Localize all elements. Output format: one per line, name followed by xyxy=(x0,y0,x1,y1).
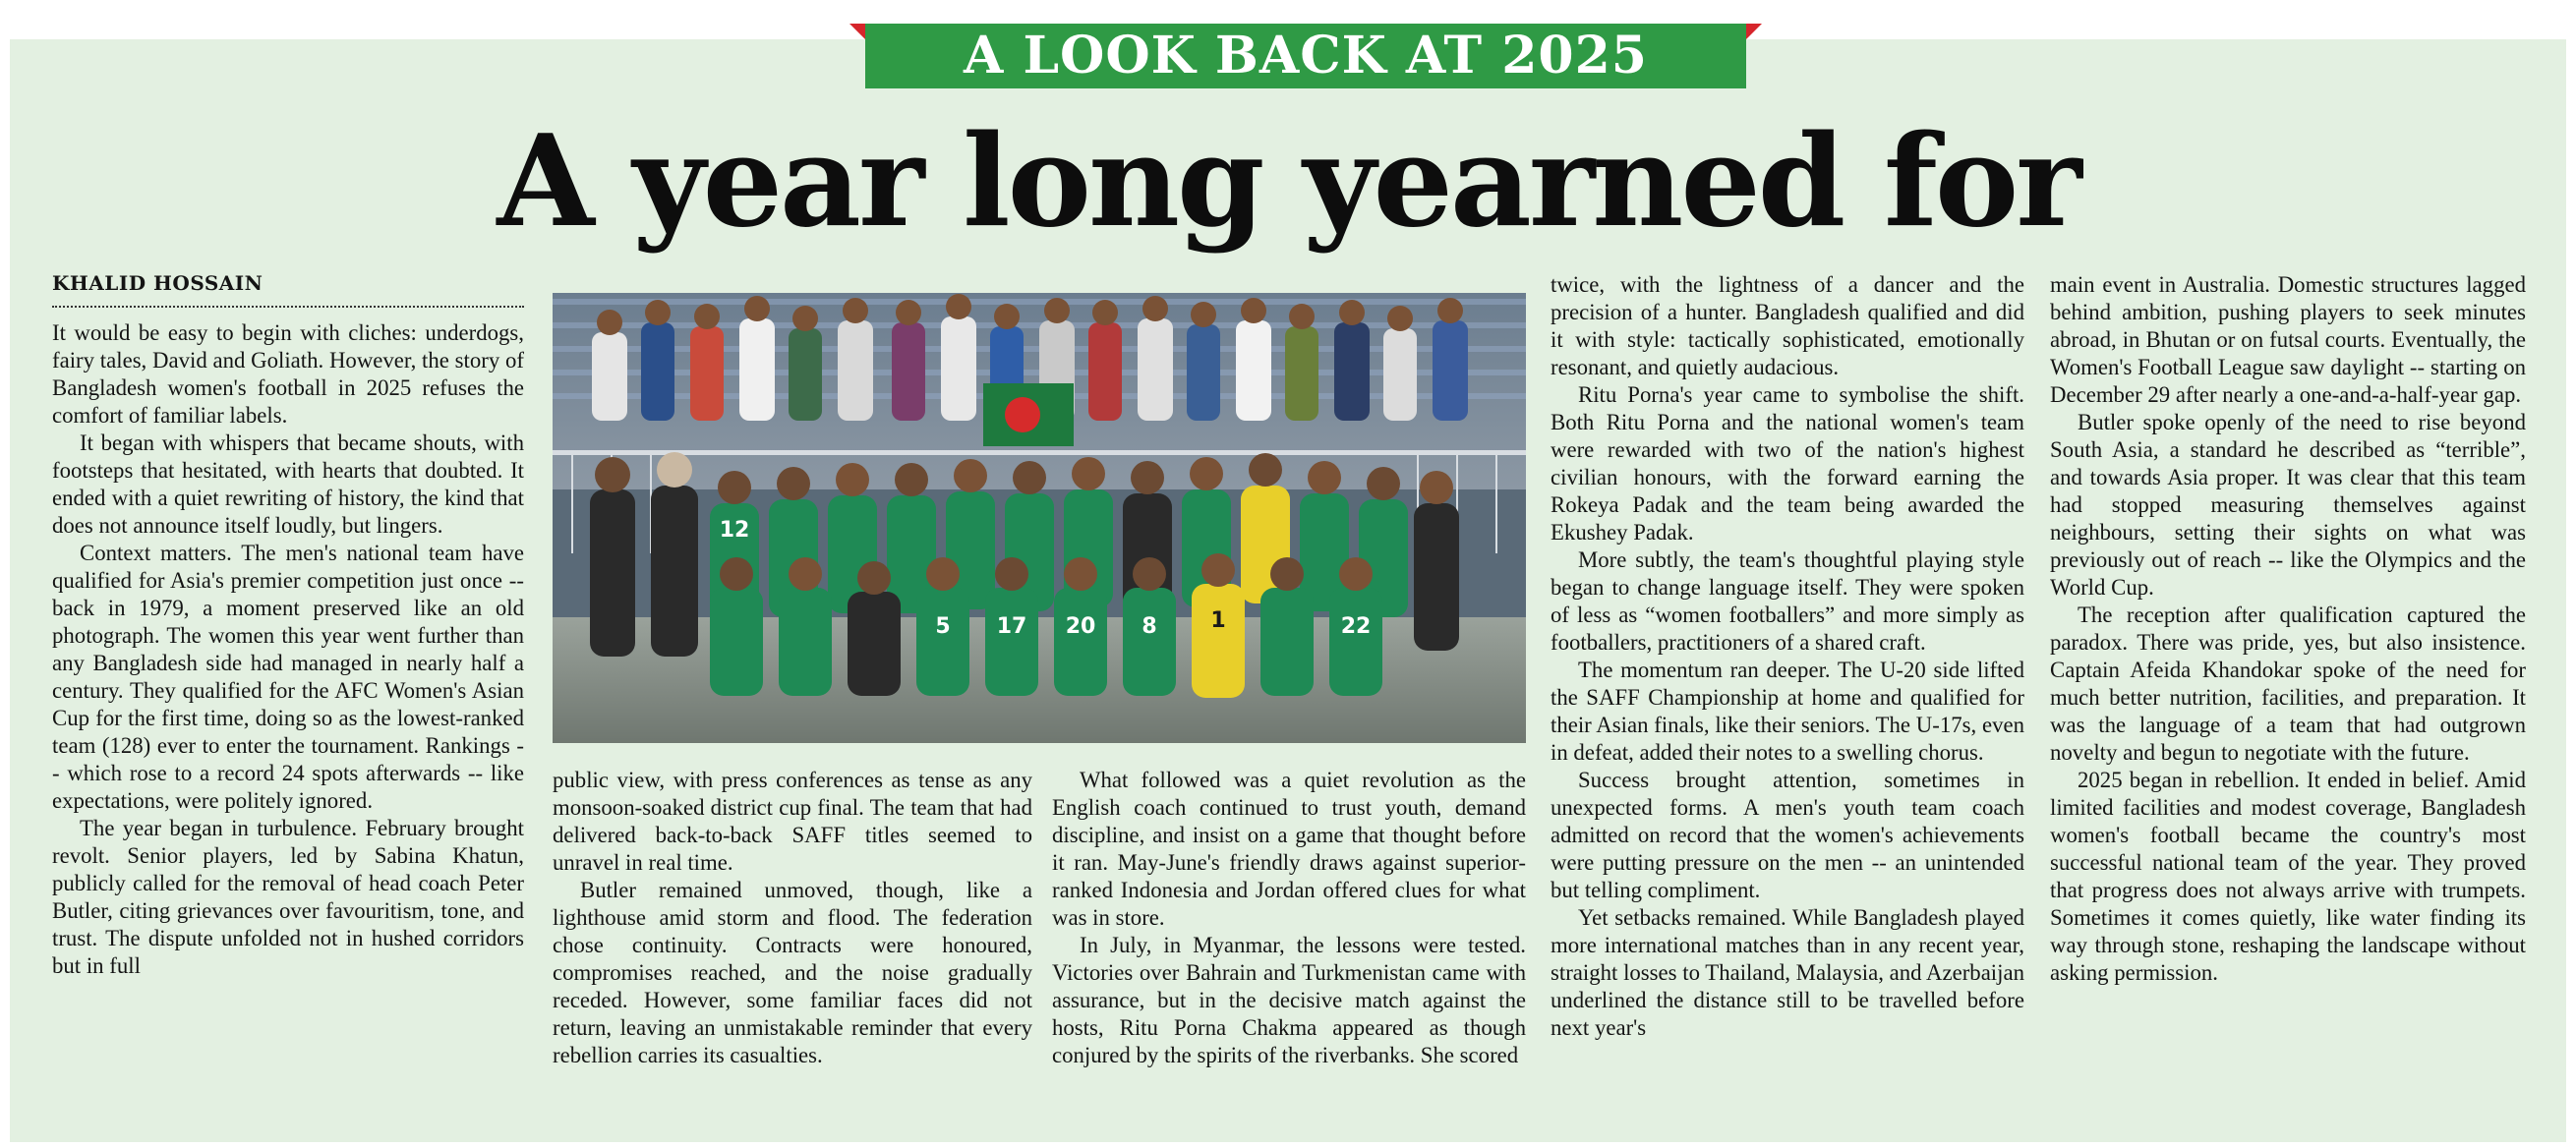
paragraph: More subtly, the team's thoughtful playing style began to change language itself. They were spoken of less as “women footballers” and more simply as footballers, practitioners of a shared craft. xyxy=(1551,547,2024,655)
article-column-2 xyxy=(553,767,1032,1069)
jersey-number: 5 xyxy=(935,614,951,639)
paragraph: What followed was a quiet revolution as the English coach continued to trust youth, demand discipline, and insist on a game that thought before it ran. May-June's friendly draws against superior-ranked Indonesia and Jordan offered clues for what was in store. xyxy=(1052,768,1526,930)
paragraph: Yet setbacks remained. While Bangladesh played more international matches than in any recent year, straight losses to Thailand, Malaysia, and Azerbaijan underlined the distance still to be travelled before next year's xyxy=(1551,905,2024,1040)
byline-divider xyxy=(52,306,524,308)
paragraph: Ritu Porna's year came to symbolise the shift. Both Ritu Porna and the national women's team were rewarded with two of the nation's highest civilian honours, with the forward earning the Rokeya Padak and the team being awarded the Ekushey Padak. xyxy=(1551,382,2024,545)
article-column-5 xyxy=(2050,271,2526,987)
paragraph: Butler remained unmoved, though, like a lighthouse amid storm and flood. The federation chose continuity. Contracts were honoured, compromises reached, and the noise gradually receded. However, some familiar faces did not return, leaving an unmistakable reminder that every rebellion carries its casualties. xyxy=(553,878,1032,1067)
paragraph: 2025 began in rebellion. It ended in belief. Amid limited facilities and modest coverage, Bangladesh women's football became the country's most successful national team of the year. They proved that progress does not always arrive with trumpets. Sometimes it comes quietly, like water finding its way through stone, reshaping the landscape without asking permission. xyxy=(2050,768,2526,985)
paragraph: The momentum ran deeper. The U-20 side lifted the SAFF Championship at home and qualified for their Asian finals, like their seniors. The U-17s, even in defeat, added their notes to a swelling chorus. xyxy=(1551,658,2024,765)
banner-label: A LOOK BACK AT 2025 xyxy=(865,24,1746,88)
article-column-4 xyxy=(1551,271,2024,1042)
jersey-number: 12 xyxy=(719,518,750,543)
paragraph: It would be easy to begin with cliches: underdogs, fairy tales, David and Goliath. However, the story of Bangladesh women's football in 2025 refuses the comfort of familiar labels. xyxy=(52,320,524,428)
paragraph: twice, with the lightness of a dancer and the precision of a hunter. Bangladesh qualified and did it with style: tactically sophisticated, emotionally resonant, and quietly audacious. xyxy=(1551,272,2024,379)
paragraph: public view, with press conferences as tense as any monsoon-soaked district cup final. The team that had delivered back-to-back SAFF titles seemed to unravel in real time. xyxy=(553,768,1032,875)
paragraph: In July, in Myanmar, the lessons were tested. Victories over Bahrain and Turkmenistan came with assurance, but in the decisive match against the hosts, Ritu Porna Chakma appeared as though conjured by the spirits of the riverbanks. She scored xyxy=(1052,933,1526,1067)
jersey-number: 20 xyxy=(1065,614,1096,639)
paragraph: Success brought attention, sometimes in unexpected forms. A men's youth team coach admitted on record that the women's achievements were putting pressure on the men -- an unintended but telling compliment. xyxy=(1551,768,2024,902)
jersey-number: 22 xyxy=(1340,614,1372,639)
paragraph: The year began in turbulence. February brought revolt. Senior players, led by Sabina Khatun, publicly called for the removal of head coach Peter Butler, citing grievances over favouritism, tone, and trust. The dispute unfolded not in hushed corridors but in full xyxy=(52,816,524,978)
headline: A year long yearned for xyxy=(497,108,2079,256)
banner-ribbon-right xyxy=(1746,24,1762,39)
team-photo xyxy=(553,293,1526,743)
section-banner xyxy=(865,24,1746,88)
paragraph: Context matters. The men's national team have qualified for Asia's premier competition just once -- back in 1979, a moment preserved like an old photograph. The women this year went further than any Bangladesh side had managed in nearly half a century. They qualified for the AFC Women's Asian Cup for the first time, doing so as the lowest-ranked team (128) ever to enter the tournament. Rankings -- which rose to a record 24 spots afterwards -- like expectations, were politely ignored. xyxy=(52,541,524,813)
banner-ribbon-left xyxy=(849,24,865,39)
article-column-3 xyxy=(1052,767,1526,1069)
jersey-number: 17 xyxy=(996,614,1027,639)
paragraph: The reception after qualification captured the paradox. There was pride, yes, but also insistence. Captain Afeida Khandokar spoke of the need for much better nutrition, facilities, and preparation. It was the language of a team that had outgrown novelty and begun to negotiate with the future. xyxy=(2050,603,2526,765)
byline: KHALID HOSSAIN xyxy=(52,271,263,295)
paragraph: Butler spoke openly of the need to rise beyond South Asia, a standard he described as “terrible”, and towards Asia proper. It was clear that this team had stopped measuring themselves against neighbours, setting their sights on what was previously out of reach -- like the Olympics and the World Cup. xyxy=(2050,410,2526,600)
jersey-number: 1 xyxy=(1210,608,1226,633)
team-celebration-photo-icon xyxy=(553,293,1526,743)
paragraph: main event in Australia. Domestic structures lagged behind ambition, pushing players to seek minutes abroad, in Bhutan or on futsal courts. Eventually, the Women's Football League saw daylight -- starting on December 29 after nearly a one-and-a-half-year gap. xyxy=(2050,272,2526,407)
paragraph: It began with whispers that became shouts, with footsteps that hesitated, with hearts that doubted. It ended with a quiet rewriting of history, the kind that does not announce itself loudly, but lingers. xyxy=(52,430,524,538)
article-column-1 xyxy=(52,319,524,980)
jersey-number: 8 xyxy=(1142,614,1157,639)
